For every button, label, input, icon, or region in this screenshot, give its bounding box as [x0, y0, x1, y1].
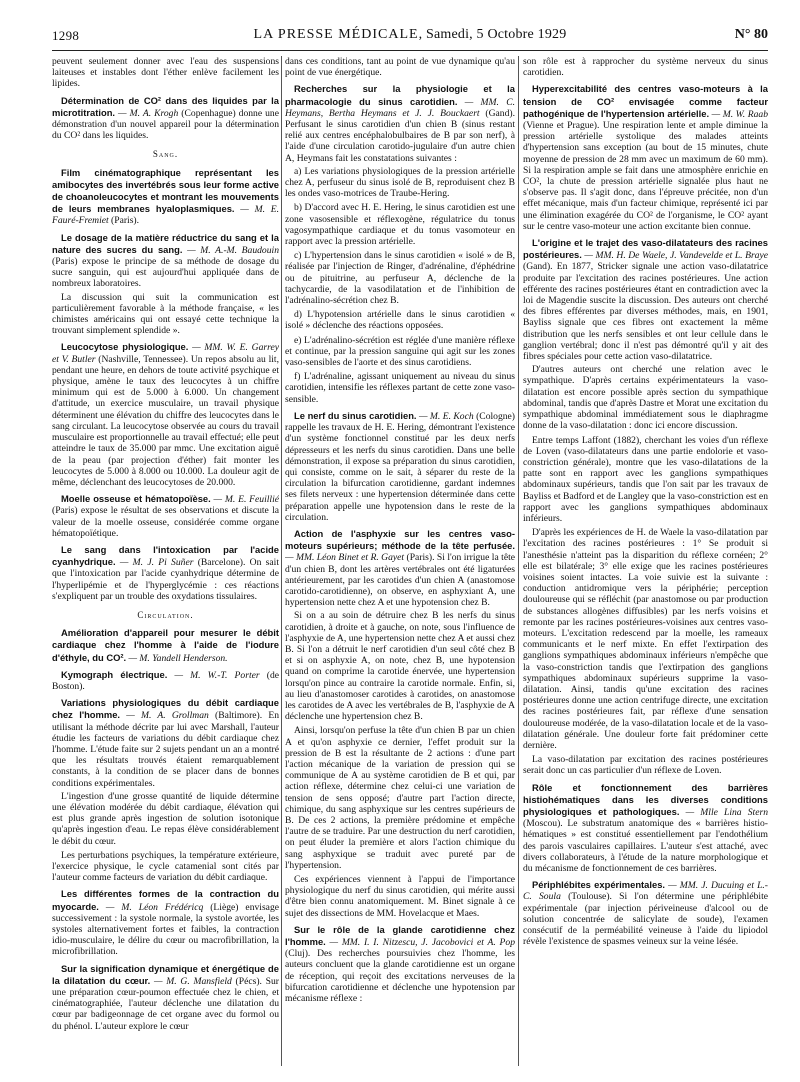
issue-number: N° 80 — [734, 27, 768, 42]
paragraph: L'ingestion d'une grosse quantité de liquide détermine une élévation modérée du débit cardiaque, élévation qui est plus grande après ingestion de solution isotonique qu'après ingestion d'eau. Le repas élève considérablement le débit du cœur. — [52, 790, 279, 847]
article-entry — [52, 341, 279, 488]
article-text: (Vienne et Prague). Une respiration lente et ample diminue la pression artérielle systolique des malades atteints d'hypertension sans exception (au bout de 15 minutes, chute moyenne de pression de 28 mm avec un maximum de 60 mm). Si la respiration ample se fait dans une atmosphère enrichie en CO², la chute de pression artérielle signalée plus haut ne s'observe pas. Il s'agit donc, dans l'épreuve précitée, non d'un effet mécanique, mais d'un facteur chimique, représenté ici par une élimination exagérée du CO² de l'organisme, le CO² ayant sur le centre vaso-moteur une action excitante bien connue. — [523, 120, 768, 232]
publication-name: LA PRESSE MÉDICALE — [253, 27, 419, 42]
article-title: Action de l'asphyxie sur les centres vaso-moteurs supérieurs; méthode de la tête perfusée. — [285, 527, 515, 552]
article-authors: — M. Yandell Henderson. — [126, 652, 228, 664]
article-title: Hyperexcitabilité des centres vaso-moteurs à la tension de CO² envisagée comme facteur pathogénique de l'hypertension artérielle. — [523, 83, 768, 119]
article-title: Film cinématographique représentant les amibocytes des invertébrés sous leur forme active de choanoleucocytes et montrant les mouvements de leurs membranes hyaloplasmiques. — [52, 166, 279, 215]
article-entry — [52, 95, 279, 142]
article-entry — [52, 232, 279, 290]
article-authors: — M. A. Grollman — [120, 710, 209, 722]
paragraph: La vaso-dilatation par excitation des racines postérieures serait donc un cas particulier d'un réflexe de Loven. — [523, 754, 768, 777]
article-title: Amélioration d'appareil pour mesurer le débit cardiaque chez l'homme à l'aide de l'iodure d'éthyle, du CO². — [52, 627, 279, 663]
article-title: Les différentes formes de la contraction du myocarde. — [52, 888, 279, 912]
article-title: Rôle et fonctionnement des barrières histiohématiques dans les diverses conditions physiologiques et pathologiques. — [523, 781, 768, 817]
article-authors: — MM. I. I. Nitzescu, J. Jacobovici et A. Pop — [325, 937, 515, 949]
article-text: (Nashville, Tennessee). Un repos absolu au lit, pendant une heure, en dehors de toute activité psychique et physique, amène le taux des leucocytes à un chiffre minimum qui est de 5.000 à 6.000. Un changement d'attitude, un exercice musculaire, un travail physique déterminent une élévation du chiffre des leucocytes dans le sang circulant. La leucocytose observée au cours du travail musculaire est proportionnelle au travail effectué; elle peut atteindre le taux de 35.000 par mmc. Une excitation aiguë de la peau (par projection d'éther) fait monter les leucocytes de 5.000 à 8.000 ou 10.000. La douleur agit de même, déclenchant des leucocytoses de 20.000. — [52, 353, 279, 488]
article-text: (Cologne) rappelle les travaux de H. E. Hering, démontrant l'existence d'un système fonctionnel constitué par les deux nerfs dépresseurs et les nerfs du sinus carotidien. Dans une belle démonstration, il expose sa préparation du sinus carotidien, qui consiste, comme on le sait, à séparer du reste de la circulation la bifurcation carotidienne, gardant indemnes ses filets nerveux : une hypertension déterminée dans cette préparation appelle une hypotension dans le reste de la circulation. — [285, 410, 515, 523]
article-authors: — M. E. Feuillié — [210, 494, 279, 506]
article-text: (Baltimore). En utilisant la méthode décrite par lui avec Marshall, l'auteur étudie les facteurs de variations du débit cardiaque chez l'homme. L'étude faite sur 2 sujets pendant un an a montré que les résultats trouvés étaient remarquablement constants, à la condition de se placer dans de bonnes conditions expérimentales. — [52, 710, 279, 789]
article-authors: — M. W. Raab — [709, 108, 768, 120]
article-title: Recherches sur la physiologie et la pharmacologie du sinus carotidien. — [285, 83, 515, 107]
paragraph: Ces expériences viennent à l'appui de l'importance physiologique du nerf du sinus carotidien, qui mérite aussi d'être bien connu anatomiquement. M. Binet signale à ce sujet des dissections de MM. Hovelacque et Maes. — [285, 874, 515, 919]
article-title: Le sang dans l'intoxication par l'acide cyanhydrique. — [52, 543, 279, 568]
article-entry — [52, 167, 279, 227]
issue-date: , Samedi, 5 Octobre 1929 — [418, 27, 567, 42]
column-2 — [285, 56, 515, 1066]
article-authors: — MM. W. E. Garrey et V. Butler — [52, 342, 279, 365]
article-entry — [523, 879, 768, 947]
section-heading: Circulation. — [137, 609, 194, 620]
article-authors: — Mlle Lina Stern — [679, 807, 768, 818]
column-rule — [518, 56, 519, 1066]
article-text: (Gand). En 1877, Stricker signale une action vaso-dilatatrice produite par l'excitation des racines postérieures. Une action efférente des racines postérieures étant en contradiction avec la loi de Magendie suscite la discussion. Des auteurs ont cherché des fibres efférentes par diverses méthodes, mais, en 1901, Bayliss signale que ces fibres ont exactement la même distribution que les nerfs sensibles et ont leur cellule dans le ganglion vertébral; donc il n'est pas démontré qu'il y ait des fibres spéciales pour cette action vaso-dilatatrice. — [523, 261, 768, 363]
article-entry — [523, 237, 768, 362]
article-text: (Copenhague) donne une démonstration d'un nouvel appareil pour la détermination du CO² dans les liquides. — [52, 107, 279, 142]
article-authors: — M. A. Krogh — [115, 107, 179, 119]
article-entry — [285, 924, 515, 1004]
article-entry — [523, 83, 768, 232]
article-text: (Barcelone). On sait que l'intoxication par l'acide cyanhydrique détermine de l'hyperlipémie et de l'hyperglycémie : ces réactions s'expliquent par un trouble des oxydations tissulaires. — [52, 557, 279, 602]
paragraph: son rôle est à rapprocher du système nerveux du sinus carotidien. — [523, 56, 768, 79]
article-entry — [52, 697, 279, 789]
article-authors: — MM. H. De Waele, J. Vandevelde et L. Braye — [581, 250, 768, 262]
paragraph: D'après les expériences de H. de Waele la vaso-dilatation par l'excitation des racines postérieures : 1° Se produit si l'anesthésie n'atteint pas la disparition du réflexe cornéen; 2° elle est bilatérale; 3° elle exige que les racines postérieures voisines soient intactes. La voie suivie est la suivante : conduction antidromique vers la périphérie; perception douloureuse qui se réfléchit (par anastomose ou par production de substances allogènes diffusibles) par les nerfs voisins et remonte par les racines postérieures-voisines aux centres vaso-moteurs. L'excitation redescend par la moelle, les rameaux communicants et le nerf mixte. En effet l'extirpation des ganglions sympathiques abdominaux inférieurs n'empêche que la vaso-constriction tandis que l'extirpation des ganglions sympathiques abdominaux supérieurs supprime la vaso-dilatation. Ainsi, tandis qu'une excitation des racines postérieures donne une action centrifuge directe, une excitation des racines postérieures fait, par réflexe d'une sensation douloureuse modérée, de la vaso-dilatation locale et de la vaso-dilatation générale. Une douleur forte fait prédominer cette dernière. — [523, 527, 768, 751]
article-text: (Paris) expose le principe de sa méthode de dosage du sucre sanguin, qui est aujourd'hui appliquée dans de nombreux laboratoires. — [52, 256, 279, 290]
article-title: Sur la signification dynamique et énergétique de la dilatation du cœur. — [52, 962, 279, 986]
article-authors: — M. G. Mansfield — [150, 975, 232, 987]
article-title: Détermination de CO² dans des liquides par la microtitration. — [52, 94, 279, 118]
article-entry — [52, 627, 279, 664]
list-item: f) L'adrénaline, agissant uniquement au niveau du sinus carotidien, intensifie les réflexes partant de cette zone vaso-sensible. — [285, 371, 515, 405]
article-text: (Paris). Si l'on irrigue la tête d'un chien B, dont les artères vertébrales ont été ligaturées antérieurement, par les carotides d'un chien A (anastomose carotido-carotidienne), on observe, en asphyxiant A, une hypertension nette chez A et une hypotension chez B. — [285, 552, 515, 609]
article-title: Variations physiologiques du débit cardiaque chez l'homme. — [52, 697, 279, 721]
paragraph: Si on a au soin de détruire chez B les nerfs du sinus carotidien, à droite et à gauche, on note, sous l'influence de l'asphyxie de A, une hypertension nette chez A et aussi chez B. Si l'on a détruit le nerf carotidien d'un seul côté chez B et si on asphyxie A, on note, chez B, une hypotension quand on comprime la carotide énervée, une hypertension lorsqu'on pince au contraire la carotide normale. Enfin, si, au lieu d'anastomoser carotides à carotides, on anastomose les carotides de A avec les vertébrales de B, l'asphyxie de A déclenche une hypertension chez B. — [285, 610, 515, 723]
article-title: Le dosage de la matière réductrice du sang et la nature des sucres du sang. — [52, 231, 279, 255]
paragraph: peuvent seulement donner avec l'eau des suspensions laiteuses et instables dont l'éther enlève facilement les lipides. — [52, 56, 279, 90]
article-authors: — MM. C. Heymans, Bertha Heymans et J. J. Bouckaert — [285, 96, 515, 119]
article-entry — [285, 528, 515, 608]
article-entry — [52, 888, 279, 957]
article-title: Leucocytose physiologique. — [61, 341, 189, 353]
list-item: c) L'hypertension dans le sinus carotidien « isolé » de B, réalisée par l'injection de Ringer, d'adrénaline, d'éphédrine ou de pituitrine, au perfuseur A, déclenche de la tachycardie, de la vasodilatation et de l'inhibition de l'adrénalino-sécrétion chez B. — [285, 250, 515, 307]
article-authors: — MM. J. Ducuing et L.-C. Soula — [523, 880, 768, 903]
article-text: (Toulouse). Si l'on détermine une périphlébite expérimentale (par injection périveineuse d'alcool ou de solution concentrée de salicylate de soude), l'examen consécutif de la perméabilité veineuse à l'aide du lipiodol révèle l'existence de spasmes veineux sur la veine lésée. — [523, 891, 768, 948]
paragraph: Entre temps Laffont (1882), cherchant les voies d'un réflexe de Loven (vaso-dilatateurs dans une partie endolorie et vaso-constriction générale), montre que les vaso-dilatations de la patte sont en rapport avec les ganglions sympathiques abdominaux supérieurs, tandis que l'on sait par les travaux de Bayliss et Badford et de Langley que la vaso-constriction est en rapport avec les ganglions sympathiques abdominaux inférieurs. — [523, 434, 768, 524]
section-heading: Sang. — [152, 149, 179, 160]
paragraph: Ainsi, lorsqu'on perfuse la tête d'un chien B par un chien A et qu'on asphyxie ce dernier, l'effet produit sur la pression de B est la résultante de 2 actions : d'une part l'action mécanique de la variation de pression qui se communique de A au système carotidien de B et qui, par action réflexe, détermine chez celui-ci une variation de tension de sens opposé; d'autre part l'action directe, chimique, du sang asphyxique sur les centres supérieurs de B. De ces 2 actions, la première prédomine et empêche l'autre de se traduire. Par une destruction du nerf carotidien, on peut éluder la première et alors l'action chimique du sang asphyxique se traduit avec pureté par de l'hypertension. — [285, 725, 515, 871]
list-item: d) L'hypotension artérielle dans le sinus carotidien « isolé » déclenche des réactions opposées. — [285, 309, 515, 332]
running-title — [52, 27, 768, 43]
article-text: (de Boston). — [52, 669, 279, 692]
article-authors: — M. W.-T. Porter — [167, 669, 260, 681]
article-authors: — M. E. Fauré-Fremiet — [52, 204, 279, 227]
article-entry — [52, 544, 279, 602]
page-header — [52, 26, 768, 51]
column-1 — [52, 56, 279, 1066]
article-entry — [523, 782, 768, 875]
list-item: a) Les variations physiologiques de la pression artérielle chez A, perfuseur du sinus isolé de B, reproduisent chez B les ondes vaso-motrices de Traube-Hering. — [285, 165, 515, 200]
article-entry — [52, 669, 279, 692]
article-entry — [52, 493, 279, 539]
article-text: (Cluj). Des recherches poursuivies chez l'homme, les auteurs concluent que la glande carotidienne est un organe de réception, qui reçoit des excitations nerveuses de la bifurcation carotidienne et déclenche une hypotension par mécanisme réflexe : — [285, 948, 515, 1005]
article-title: Périphlébites expérimentales. — [532, 879, 666, 891]
article-authors: — M. E. Koch — [416, 410, 474, 422]
page-number: 1298 — [52, 28, 80, 43]
article-text: (Pécs). Sur une préparation cœur-poumon effectuée chez le chien, et cinématographiée, l'auteur déclenche une dilatation du cœur par badigeonnage de cet organe avec du formol ou du phénol. L'auteur explore le cœur — [52, 975, 279, 1032]
article-text: (Paris). — [108, 215, 140, 227]
article-title: Le nerf du sinus carotidien. — [294, 409, 417, 421]
article-entry — [285, 410, 515, 523]
article-title: Sur le rôle de la glande carotidienne chez l'homme. — [285, 923, 515, 948]
paragraph: dans ces conditions, tant au point de vue dynamique qu'au point de vue énergétique. — [285, 56, 515, 79]
article-authors: — M. Léon Frédéricq — [98, 901, 204, 913]
paragraph: D'autres auteurs ont cherché une relation avec le sympathique. D'après certains expérimentateurs la vaso-dilatation est encore possible après section du sympathique abdominal, tandis que d'après Dastre et Morat une excitation du sympathique abdominal immédiatement sous le diaphragme donne de la vaso-dilatation : donc ici encore discussion. — [523, 364, 768, 432]
article-authors: — M. J. Pi Suñer — [115, 557, 194, 569]
paragraph: Les perturbations psychiques, la température extérieure, l'exercice physique, le cycle catamenial sont cités par l'auteur comme facteurs de variation du débit cardiaque. — [52, 849, 279, 884]
article-title: Moelle osseuse et hématopoïèse. — [61, 493, 211, 505]
list-item: e) L'adrénalino-sécrétion est réglée d'une manière réflexe et continue, par la pression sanguine qui agit sur les zones vaso-sensibles de l'aorte et des sinus carotidiens. — [285, 334, 515, 369]
article-title: L'origine et le trajet des vaso-dilatateurs des racines postérieures. — [523, 237, 768, 261]
article-entry — [52, 963, 279, 1032]
article-authors: — MM. Léon Binet et R. Gayet — [285, 552, 405, 564]
article-entry — [285, 83, 515, 163]
column-3 — [523, 56, 768, 1066]
article-authors: — M. A.-M. Baudouin — [182, 244, 279, 256]
article-text: (Gand). Perfusant le sinus carotidien d'un chien B (sinus restant relié aux centres encéphalobulbaires de B par son nerf), à l'aide d'une circulation carotido-jugulaire d'un autre chien A, Heymans fait les constatations suivantes : — [285, 107, 515, 164]
column-rule — [281, 56, 282, 1066]
article-text: (Paris) expose le résultat de ses observations et discute la valeur de la moelle osseuse, considérée comme organe hématopoïétique. — [52, 505, 279, 539]
article-text: (Moscou). Le substratum anatomique des « barrières histio-hématiques » est constitué essentiellement par l'endothélium des parois vasculaires capillaires. L'auteur s'est attaché, avec divers collaborateurs, à l'étude de la nature morphologique et du mécanisme de fonctionnement de ces barrières. — [523, 818, 768, 875]
article-text: (Liège) envisage successivement : la systole normale, la systole avortée, les systoles alternativement fortes et faibles, la contraction idio-musculaire, le délire du cœur ou macrofibrillation, la microfibrillation. — [52, 901, 279, 958]
list-item: b) D'accord avec H. E. Hering, le sinus carotidien est une zone vasosensible et réflexogène, régulatrice du tonus vagosympathique cardiaque et du tonus vasomoteur en rapport avec la pression artérielle. — [285, 202, 515, 248]
article-title: Kymograph électrique. — [61, 668, 168, 680]
paragraph: La discussion qui suit la communication est particulièrement favorable à la méthode française, « les chimistes américains qui ont essayé cette technique la trouvant simplement splendide ». — [52, 291, 279, 337]
